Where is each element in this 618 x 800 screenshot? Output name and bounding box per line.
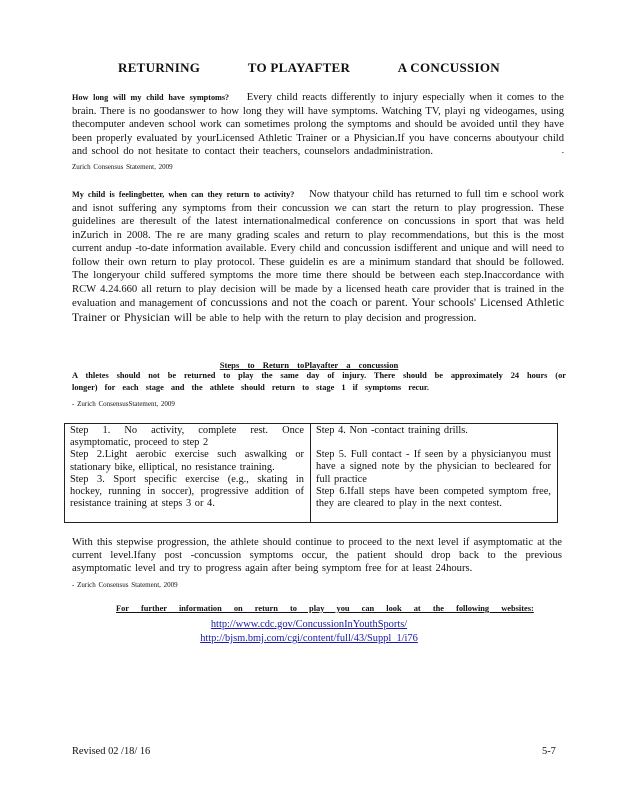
bjsm-link[interactable]: http://bjsm.bmj.com/cgi/content/full/43/Suppl_1/i76 <box>200 633 418 644</box>
further-info-line: For further information on return to play you can look at the following websites: <box>116 604 534 613</box>
step-6: Step 6.Ifall steps have been competed symptom free, they are cleared to play in the next contest. <box>316 485 551 510</box>
return-answer: Now thatyour child has returned to full tim e school work and isnot suffering any symptoms from their concussion we can start the return to play progression. These guidelines are theresult of the latest internationalmedical conference on concussions in sport that was held inZurich in 2008. The re are many grading scales and return to play recommendations, but this is the most current andup -to-date information available. Every child and concussion isdifferent and unique and will need to follow their own return to play protocol. These guidelin es are a minimum standard that should be followed. The longeryour child suffered symptoms the more time there should be between each step.Inaccordance with RCW 4.24.660 all return to play decision will be made by a licensed heath care provider that is trained in the evaluation and management <box>72 189 564 309</box>
progression-citation: - Zurich Consensus Statement, 2009 <box>72 581 178 589</box>
steps-table <box>64 423 558 523</box>
page-number: 5-7 <box>542 746 556 757</box>
progression-paragraph: With this stepwise progression, the athlete should continue to proceed to the next level if asymptomatic at the current level.Ifany post -concussion symptoms occur, the patient should drop back to the previous asymptomatic level and try to progress again after being symptom free for at least 24hours. <box>72 537 562 574</box>
return-paragraph <box>72 188 564 325</box>
symptoms-question: How long will my child have symptoms? <box>72 93 230 102</box>
symptoms-paragraph <box>72 91 564 174</box>
title-part-returning: RETURNING <box>118 60 201 75</box>
title-part-concussion: A CONCUSSION <box>397 60 500 75</box>
symptoms-answer: Every child reacts differently to injury especially when it comes to the brain. There is no goodanswer to how long they will have symptoms. Watching TV, playi ng videogames, using thecomputer andeven school work can sometimes prolong the symptoms and should be avoided until they have been properly evaluated by yourLicensed Athletic Trainer or a Physician.If you have concerns aboutyour child and school do not hesitate to contact their teachers, counselors andadministration. <box>72 92 564 157</box>
step-3: Step 3. Sport specific exercise (e.g., skating in hockey, running in soccer), progressive addition of resistance training at steps 3 or 4. <box>70 473 304 510</box>
steps-left-column <box>65 424 311 522</box>
steps-intro: A thletes should not be returned to play the same day of injury. There should be approximately 24 hours (or longer) for each stage and the athlete should return to stage 1 if symptoms recur. <box>72 371 566 392</box>
steps-heading: Steps to Return toPlayafter a concussion <box>219 360 399 370</box>
revised-date: Revised 02 /18/ 16 <box>72 746 151 757</box>
return-closing: be able to help with the return to play decision and progression. <box>195 312 477 324</box>
step-2: Step 2.Light aerobic exercise such aswalking or stationary bike, elliptical, no resistance training. <box>70 449 304 473</box>
step-5: Step 5. Full contact - If seen by a physicianyou must have a signed note by the physician to becleared for full practice <box>316 449 551 485</box>
steps-right-column <box>311 424 557 522</box>
step-4: Step 4. Non -contact training drills. <box>316 425 468 436</box>
return-question: My child is feelingbetter, when can they return to activity? <box>72 190 295 199</box>
title-part-to-play-after: TO PLAYAFTER <box>247 60 351 75</box>
cdc-link[interactable]: http://www.cdc.gov/ConcussionInYouthSports/ <box>210 619 408 630</box>
page-title <box>0 60 618 76</box>
symptoms-citation: - Zurich Consensus Statement, 2009 <box>72 148 564 171</box>
steps-citation: - Zurich ConsensusStatement, 2009 <box>72 400 175 408</box>
return-emphasis: of concussions and not the coach or parent. Your schools' Licensed Athletic Trainer or Physician will <box>72 295 564 324</box>
step-1: Step 1. No activity, complete rest. Once asymptomatic, proceed to step 2 <box>70 425 304 449</box>
